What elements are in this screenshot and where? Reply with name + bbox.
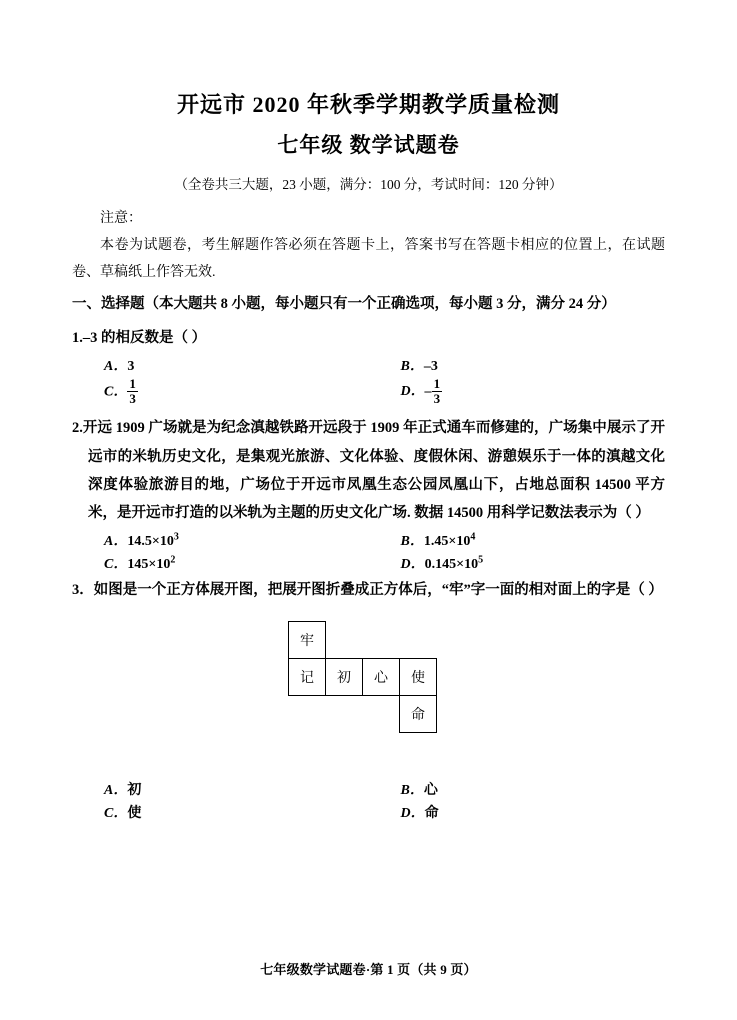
question-3-options-row-2 [72,802,665,822]
notice-label: 注意： [100,211,142,226]
fraction-denominator: 3 [129,390,136,406]
option-value-c: 使 [127,805,142,821]
mantissa: 145 [127,557,149,573]
question-3-number: 3． [72,582,94,599]
option-value-b: –3 [423,359,438,375]
fraction [432,377,443,405]
option-value-a: $14.5\times 10^3$ [127,531,179,550]
question-3-option-c[interactable] [72,802,369,822]
fraction-denominator: 3 [433,390,441,406]
cube-net-cell-mid-4: 使 [399,658,437,696]
question-2-body: 开远 1909 广场就是为纪念滇越铁路开远段于 1909 年正式通车而修建的，广场集中展示了开远市的米轨历史文化，是集观光旅游、文化体验、度假休闲、游憩娱乐于一体的滇越文化深度体验旅游目的地，广场位于开远市凤凰生态公园凤凰山下，占地总面积 14500 平方米，是开远市打造的以米轨为主题的历史文化广场. 数据 14500 用科学记数法表示为（ ） [82,420,665,522]
question-1-number: 1. [72,329,83,346]
section-heading-choice: 一、选择题（本大题共 8 小题，每小题只有一个正确选项，每小题 3 分，满分 24 分） [72,295,616,312]
option-value-d-fraction [425,378,443,406]
question-3-option-d[interactable] [369,802,666,822]
mantissa: 1.45 [423,534,449,550]
option-value-b: $1.45\times 10^4$ [423,531,476,550]
fraction-numerator: 1 [129,376,136,392]
option-value-d: $0.145\times 10^5$ [424,554,484,573]
cube-net-figure [72,621,665,769]
option-label-d: D． [400,384,425,400]
question-1-text [72,324,665,352]
minus-sign: – [424,384,432,400]
question-3-body: 如图是一个正方体展开图，把展开图折叠成正方体后，“牢”字一面的相对面上的字是（ ） [93,582,663,599]
page-title-line1: 开远市 2020 年秋季学期教学质量检测 [176,92,560,117]
question-2-text [72,414,665,527]
page-content [72,88,665,825]
option-value-b: 心 [423,782,438,798]
cube-net-cell-bottom: 命 [399,695,437,733]
exam-subtitle: （全卷共三大题，23 小题，满分：100 分，考试时间：120 分钟） [174,177,563,192]
option-label-c: C． [104,384,128,400]
question-1-option-b[interactable] [369,355,666,375]
mantissa: 14.5 [127,534,152,550]
exponent: 4 [470,531,476,543]
question-2-option-b[interactable] [369,530,666,550]
question-1-option-a[interactable] [72,355,369,375]
cube-net-cell-mid-1: 记 [288,658,326,696]
question-3-option-b[interactable] [369,779,666,799]
question-2-option-c[interactable] [72,553,369,573]
question-2-option-d[interactable] [369,553,666,573]
mantissa: 0.145 [424,557,457,573]
exponent: 5 [478,554,484,566]
question-2-number: 2. [72,420,83,437]
question-1-option-c[interactable] [72,378,369,406]
option-value-c: $145\times 10^2$ [127,554,176,573]
question-3-text [72,576,665,604]
question-2-options-row-1 [72,530,665,550]
option-label-d: D． [400,557,425,573]
option-label-a: A． [104,782,128,798]
page-title-line2: 七年级 数学试题卷 [277,133,460,157]
question-2-option-a[interactable] [72,530,369,550]
option-label-a: A． [104,534,128,550]
exponent: 3 [173,531,179,543]
question-3-options-row-1 [72,779,665,799]
question-1-body: –3 的相反数是（ ） [82,329,207,346]
question-1-option-d[interactable] [369,378,666,406]
option-value-d: 命 [424,805,439,821]
option-label-a: A． [104,359,128,375]
option-label-c: C． [104,805,128,821]
option-label-c: C． [104,557,128,573]
question-1-options-row-2 [72,378,665,406]
option-label-b: B． [400,534,424,550]
question-1-options-row-1 [72,355,665,375]
cube-net-cell-mid-2: 初 [325,658,363,696]
question-2-options-row-2 [72,553,665,573]
page-footer: 七年级数学试题卷·第 1 页（共 9 页） [260,962,477,977]
option-label-d: D． [400,805,425,821]
option-label-b: B． [400,782,424,798]
option-value-c-fraction [127,377,138,405]
option-value-a: 初 [127,782,142,798]
fraction-numerator: 1 [433,376,441,392]
option-value-a: 3 [127,359,135,375]
cube-net-cell-mid-3: 心 [362,658,400,696]
cube-net-cell-top: 牢 [288,621,326,659]
notice-body: 本卷为试题卷，考生解题作答必须在答题卡上，答案书写在答题卡相应的位置上，在试题卷、草稿纸上作答无效. [72,238,665,281]
option-label-b: B． [400,359,424,375]
question-3-option-a[interactable] [72,779,369,799]
exponent: 2 [170,554,176,566]
